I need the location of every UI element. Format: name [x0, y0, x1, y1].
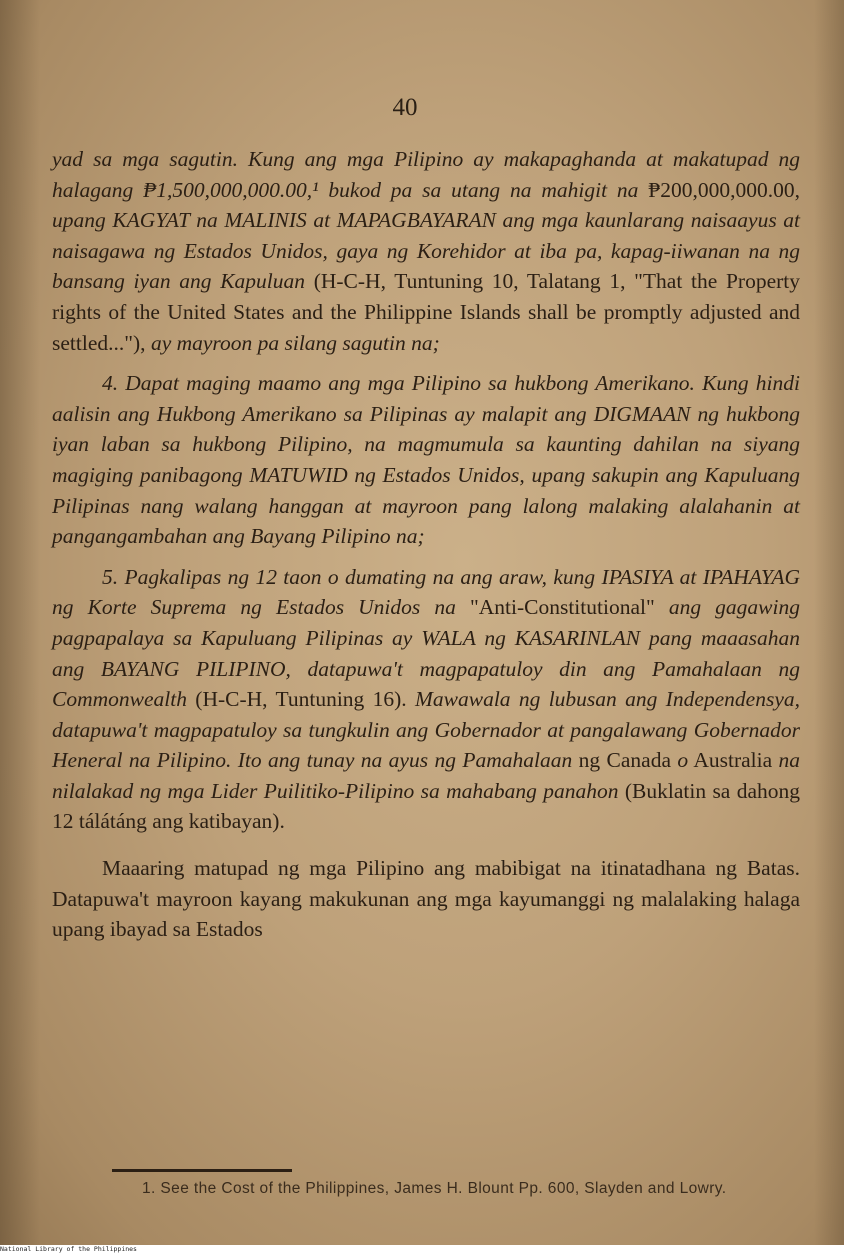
library-credit: National Library of the Philippines [0, 1245, 137, 1253]
page-shadow-left [0, 0, 40, 1245]
paragraph-item-5: 5. Pagkalipas ng 12 taon o dumating na ang araw, kung IPASIYA at IPAHAYAG ng Korte Suprema ng Estados Unidos na "Anti-Constitutional" ang gagawing pagpapalaya sa Kapuluang Pilipinas ay WALA ng KASARINLAN pang maaasahan ang BAYANG PILIPINO, datapuwa't magpapatuloy din ang Pamahalaan ng Commonwealth (H-C-H, Tuntuning 16). Mawawala ng lubusan ang Independensya, datapuwa't magpapatuloy sa tungkulin ang Gobernador at pangalawang Gobernador Heneral na Pilipino. Ito ang tunay na ayus ng Pamahalaan ng Canada o Australia na nilalakad ng mga Lider Puilitiko-Pilipino sa mahabang panahon (Buklatin sa dahong 12 tálátáng ang katibayan). [52, 564, 801, 834]
footnote-rule [112, 1169, 292, 1172]
page-number: 40 [392, 94, 418, 121]
page-shadow-right [814, 0, 844, 1245]
footnote: 1. See the Cost of the Philippines, James H. Blount Pp. 600, Slayden and Lowry. [142, 1180, 727, 1197]
paragraph-closing: Maaaring matupad ng mga Pilipino ang mabibigat na itinatadhana ng Batas. Datapuwa't mayroon kayang makukunan ang mga kayumanggi ng malalaking halaga upang ibayad sa Estados [52, 856, 800, 942]
paragraph-item-4: 4. Dapat maging maamo ang mga Pilipino sa hukbong Amerikano. Kung hindi aalisin ang Hukbong Amerikano sa Pilipinas ay malapit ang DIGMAAN ng hukbong iyan laban sa hukbong Pilipino, na magmumula sa kaunting dahilan na siyang magiging panibagong MATUWID ng Estados Unidos, upang sakupin ang Kapuluang Pilipinas nang walang hanggan at mayroon pang lalong malaking alalahanin at pangangambahan ang Bayang Pilipino na; [52, 371, 800, 549]
paragraph-continued: yad sa mga sagutin. Kung ang mga Pilipino ay makapaghanda at makatupad ng halagang ₱1,500,000,000.00,¹ bukod pa sa utang na mahigit na ₱200,000,000.00, upang KAGYAT na MALINIS at MAPAGBAYARAN ang mga kaunlarang naisaayus at naisagawa ng Estados Unidos, gaya ng Korehidor at iba pa, kapag-iiwanan na ng bansang iyan ang Kapuluan (H-C-H, Tuntuning 10, Talatang 1, "That the Property rights of the United States and the Philippine Islands shall be promptly adjusted and settled..."), ay mayroon pa silang sagutin na; [52, 147, 800, 355]
body-text [52, 144, 800, 945]
